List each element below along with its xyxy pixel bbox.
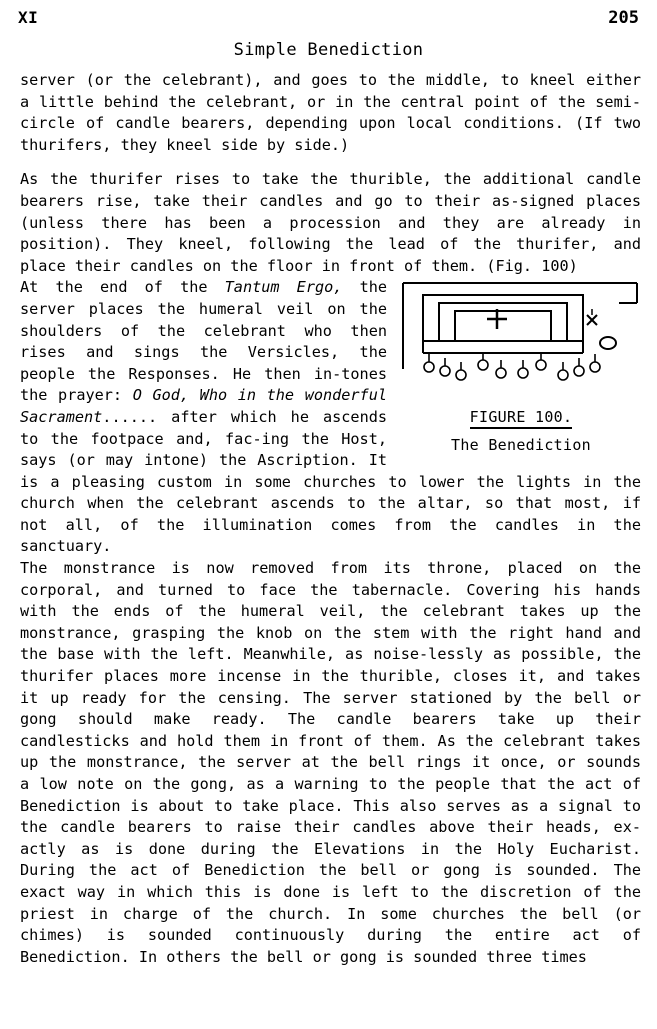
paragraph-2: As the thurifer rises to take the thurible, the additional candle bearers rise, take their candles and go to their as-signed places (unless there has been a procession and they are already in position). They kneel, following the lead of the thurifer, and place their candles on the floor in front of them. (Fig. 100) — [20, 170, 641, 275]
figure-caption-text: FIGURE 100. — [470, 408, 573, 429]
candle-bearers-row — [424, 352, 600, 380]
paragraph-3-part-2: the server places the humeral veil on the shoulders of the celebrant who then rises and sings the Versicles, the people the Responses. He then in-tones the prayer: — [20, 278, 387, 405]
document-page — [0, 8, 657, 1029]
page-number: 205 — [608, 8, 639, 28]
chapter-number: XI — [18, 8, 39, 27]
paragraph-3-italic-2: O God, Who in the wonderful Sacrament — [20, 386, 387, 426]
paragraph-3-part-3: ...... after which he ascends to the footpace and, fac-ing the Host, says (or may intone) the Ascription. It is a pleasing custom in some churches to lower the lights in the church when the celebrant ascends to the altar, so that most, if not all, of the illumination comes from the candles in the sanctuary. — [20, 407, 641, 556]
paragraph-3-italic-1: Tantum Ergo, — [224, 278, 343, 297]
thurible-icon — [587, 309, 597, 325]
paragraph-1: server (or the celebrant), and goes to the middle, to kneel either a little behind the celebrant, or in the central point of the semi-circle of candle bearers, depending upon local conditions. (If two thurifers, they kneel side by side.) — [20, 71, 641, 154]
altar-diagram-icon — [401, 281, 639, 401]
server-position-icon — [600, 337, 616, 349]
body-text-column — [20, 70, 641, 968]
page-header — [18, 8, 639, 38]
figure-diagram — [401, 281, 639, 401]
paragraph-3-part-1: At the end of the — [20, 278, 225, 297]
figure-subcaption: The Benediction — [451, 435, 591, 454]
page-title: Simple Benediction — [233, 40, 424, 60]
figure-100 — [401, 281, 641, 456]
paragraph-4: The monstrance is now removed from its throne, placed on the corporal, and turned to face the tabernacle. Covering his hands with the ends of the humeral veil, the celebrant takes up the monstrance, grasping the knob on the stem with the right hand and the base with the left. Meanwhile, as noise-lessly as possible, the thurifer places more incense in the thurible, closes it, and takes it up ready for the censing. The server stationed by the bell or gong should make ready. The candle bearers take up their candlesticks and hold them in front of them. As the celebrant takes up the monstrance, the server at the bell rings it once, or sounds a low note on the gong, as a warning to the people that the act of Benediction is about to take place. This also serves as a signal to the candle bearers to raise their candles above their heads, ex-actly as is done during the Elevations in the Holy Eucharist. During the act of Benediction the bell or gong is sounded. The exact way in which this is done is left to the discretion of the priest in charge of the church. In some churches the bell (or chimes) is sounded continuously during the entire act of Benediction. In others the bell or gong is sounded three times — [20, 559, 641, 966]
figure-caption — [401, 407, 641, 429]
